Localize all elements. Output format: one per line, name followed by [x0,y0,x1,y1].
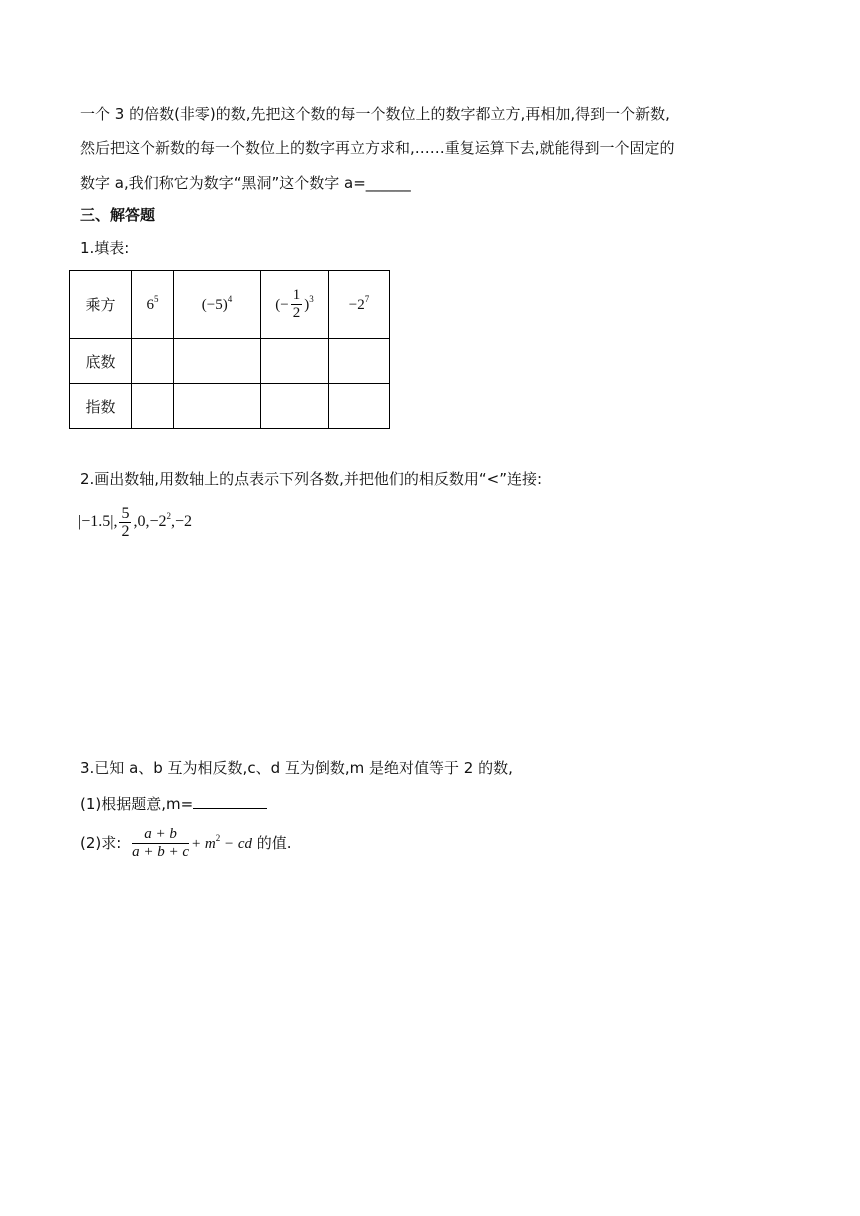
q2-fraction [119,505,131,540]
q2-text: 2.画出数轴,用数轴上的点表示下列各数,并把他们的相反数用“<”连接: [80,470,543,488]
q3-tail: 的值. [252,834,292,852]
intro-line-2: 然后把这个新数的每一个数位上的数字再立方求和,……重复运算下去,就能得到一个固定的 [80,139,675,157]
header-3-close: ) [304,297,310,313]
header-3-open: (− [275,297,289,313]
header-cell-1 [132,271,174,339]
header-cell-3 [261,271,329,339]
q2-fraction-numerator: 5 [121,504,130,522]
q3-part1-label: (1)根据题意,m= [80,795,194,813]
q1-label: 1.填表: [80,239,130,257]
intro-line-3: 数字 a,我们称它为数字“黑洞”这个数字 a=______ [80,174,411,192]
q3-expr-m: + m [191,836,216,852]
section-title: 三、解答题 [80,206,156,224]
q3-expr-exp: 2 [215,833,221,843]
header-4-base: −2 [348,297,365,313]
q3-part2-label: (2)求: [80,834,122,852]
q2-power-exp: 2 [166,511,171,521]
header-4-exp: 7 [364,294,370,304]
intro-line-1: 一个 3 的倍数(非零)的数,先把这个数的每一个数位上的数字都立方,再相加,得到一个新数, [80,105,670,123]
answer-cell[interactable] [174,384,261,429]
q2-separator: , [113,513,118,530]
q2-fraction-denominator: 2 [121,522,130,540]
row-label-power: 乘方 [70,271,132,339]
answer-cell[interactable] [261,339,329,384]
answer-cell[interactable] [261,384,329,429]
q2-tail-value: ,−2 [170,513,192,530]
q3-fraction [132,826,189,861]
row-label-base: 底数 [70,339,132,384]
header-cell-4 [329,271,390,339]
table-row [70,384,390,429]
q3-expr-cd: − cd [220,836,252,852]
q3-part1 [80,792,267,814]
q3-fraction-denominator: a + b + c [132,844,189,860]
q2-middle-values: ,0,−2 [133,513,167,530]
answer-cell[interactable] [174,339,261,384]
answer-cell[interactable] [329,339,390,384]
q2-number-list [78,503,192,541]
answer-cell[interactable] [132,384,174,429]
q2-abs-value: |−1.5| [78,513,114,530]
header-cell-2 [174,271,261,339]
header-1-base: 6 [146,297,154,313]
answer-cell[interactable] [329,384,390,429]
header-1-exp: 5 [154,294,159,304]
table-row [70,339,390,384]
table-row [70,271,390,339]
q3-fraction-numerator: a + b [132,826,189,844]
q3-text: 3.已知 a、b 互为相反数,c、d 互为倒数,m 是绝对值等于 2 的数, [80,759,513,777]
header-2-base: (−5) [201,297,228,313]
header-3-numerator: 1 [292,287,301,303]
q3-part2 [80,823,292,864]
powers-table [69,270,390,429]
row-label-exponent: 指数 [70,384,132,429]
header-3-denominator: 2 [292,305,301,321]
header-3-exp: 3 [309,294,314,304]
header-2-exp: 4 [227,294,233,304]
answer-cell[interactable] [132,339,174,384]
q3-answer-blank[interactable] [193,792,267,809]
header-3-fraction [291,287,303,322]
